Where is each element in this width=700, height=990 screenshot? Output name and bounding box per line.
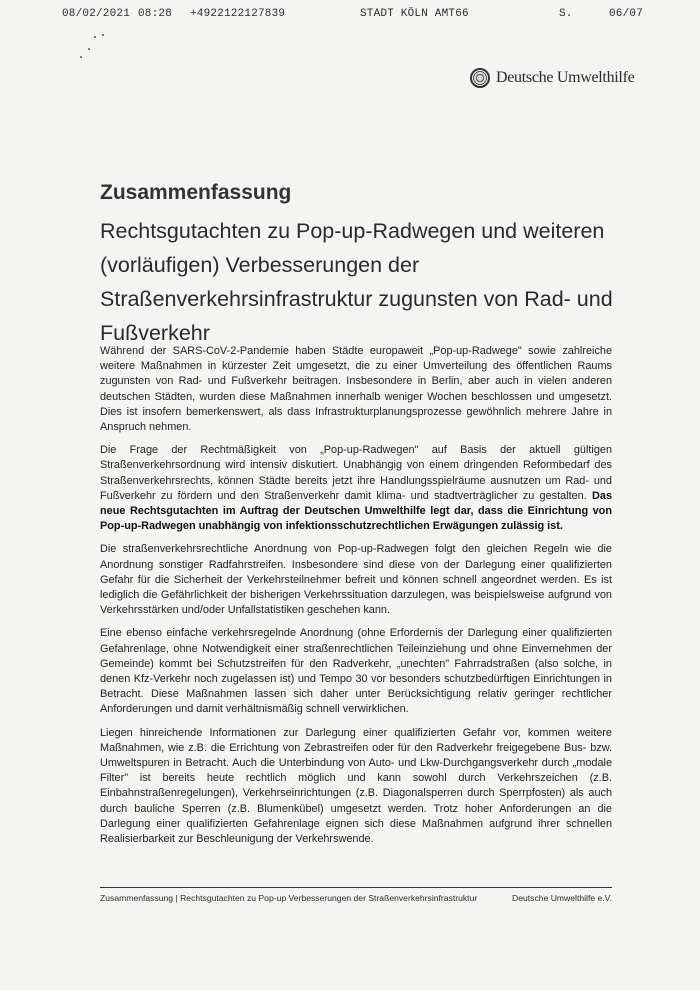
organization-logo	[470, 68, 634, 88]
paragraph-2-bold-text: Das neue Rechtsgutachten im Auftrag der Deutschen Umwelthilfe legt dar, dass die Einrichtung von Pop-up-Radwegen unabhängig von infektionsschutzrechtlichen Erwägungen zulässig ist.	[100, 489, 613, 533]
footer-divider	[100, 887, 612, 888]
fax-page-prefix: S.	[559, 8, 573, 20]
fax-transmission-header	[62, 8, 660, 24]
fax-page-number: 06/07	[609, 8, 644, 20]
fax-sender: STADT KÖLN AMT66	[360, 8, 469, 20]
footer-right-text: Deutsche Umwelthilfe e.V.	[512, 893, 612, 903]
paragraph-5	[100, 726, 612, 848]
globe-logo-icon	[470, 68, 490, 88]
paragraph-3	[100, 542, 612, 618]
fax-number: +4922122127839	[190, 8, 286, 20]
title-block	[100, 180, 660, 350]
logo-text: Deutsche Umwelthilfe	[496, 69, 635, 86]
page-footer	[100, 893, 612, 903]
section-heading: Zusammenfassung	[100, 181, 292, 204]
paragraph-5-text: Liegen hinreichende Informationen zur Darlegung einer qualifizierten Gefahr vor, kommen weitere Maßnahmen, wie z.B. die Errichtung von Zebrastreifen oder für den Radverkehr freigegebene Bus- bzw. Umweltspuren in Betracht. Auch die Unterbindung von Auto- und Lkw-Durchgangsverkehr durch „modale Filter" ist bereits heute rechtlich möglich und kann sowohl durch Verkehrszeichen (z.B. Einbahnstraßenregelungen), Verkehrseinrichtungen (z.B. Diagonalsperren durch Sperrpfosten) als auch durch bauliche Sperren (z.B. Blumenkübel) umgesetzt werden. Trotz hoher Anforderungen an die Darlegung einer qualifizierten Gefahrenlage eignen sich diese Maßnahmen aufgrund ihrer schnellen Realisierbarkeit zur Beschleunigung der Verkehrswende.	[100, 726, 612, 846]
paragraph-1-text: Während der SARS-CoV-2-Pandemie haben Städte europaweit „Pop-up-Radwege" sowie zahlreiche weitere Maßnahmen in kürzester Zeit umgesetzt, die zu einer Umverteilung des öffentlichen Raums zugunsten von Rad- und Fußverkehr beitragen. Insbesondere in Berlin, aber auch in vielen anderen deutschen Städten, wurden diese Maßnahmen innerhalb weniger Wochen beschlossen und umgesetzt. Dies ist insofern bemerkenswert, als dass Infrastrukturplanungsprozesse gewöhnlich mehrere Jahre in Anspruch nehmen.	[100, 345, 612, 434]
summary-body	[100, 344, 612, 855]
paragraph-2	[100, 443, 612, 534]
paragraph-1	[100, 344, 612, 435]
paragraph-3-text: Die straßenverkehrsrechtliche Anordnung von Pop-up-Radwegen folgt den gleichen Regeln wie die Anordnung sonstiger Radfahrstreifen. Insbesondere sind diese von der Darlegung einer qualifizierten Gefahr für die Sicherheit der Verkehrsteilnehmer befreit und können schnell angeordnet werden. Es ist lediglich die Gefährlichkeit der bisherigen Verkehrssituation darzulegen, was beispielsweise aufgrund von Verkehrsstärken und/oder Unfallstatistiken geschehen kann.	[100, 543, 612, 617]
paragraph-4	[100, 626, 612, 717]
paragraph-4-text: Eine ebenso einfache verkehrsregelnde Anordnung (ohne Erfordernis der Darlegung einer qualifizierten Gefahrenlage, ohne Notwendigkeit einer straßenrechtlichen Teileinziehung und ohne Einvernehmen der Gemeinde) kommt bei Schutzstreifen für den Radverkehr, „unechten" Fahrradstraßen (also solche, in denen Kfz-Verkehr noch zugelassen ist) und Tempo 30 vor besonders schutzbedürftigen Einrichtungen in Betracht. Diese Maßnahmen lassen sich daher unter Berücksichtigung relativ geringer rechtlicher Anforderungen und damit verhältnismäßig schnell verwirklichen.	[100, 627, 612, 716]
document-title: Rechtsgutachten zu Pop-up-Radwegen und weiteren (vorläufigen) Verbesserungen der Straßenverkehrsinfrastruktur zugunsten von Rad- und Fußverkehr	[100, 219, 613, 345]
scan-specks	[80, 30, 120, 70]
footer-left-text: Zusammenfassung | Rechtsgutachten zu Pop-up Verbesserungen der Straßenverkehrsinfrastruktur	[100, 893, 478, 903]
fax-date: 08/02/2021	[62, 8, 131, 20]
paragraph-2-text: Die Frage der Rechtmäßigkeit von „Pop-up-Radwegen" auf Basis der aktuell gültigen Straßenverkehrsordnung wird intensiv diskutiert. Unabhängig von einem dringenden Reformbedarf des Straßenverkehrsrechts, können Städte bereits jetzt ihre Handlungsspielräume ausnutzen um Rad- und Fußverkehr zu fördern und den Straßenverkehr damit klima- und stadtverträglicher zu gestalten.	[100, 444, 612, 502]
fax-time: 08:28	[138, 8, 173, 20]
